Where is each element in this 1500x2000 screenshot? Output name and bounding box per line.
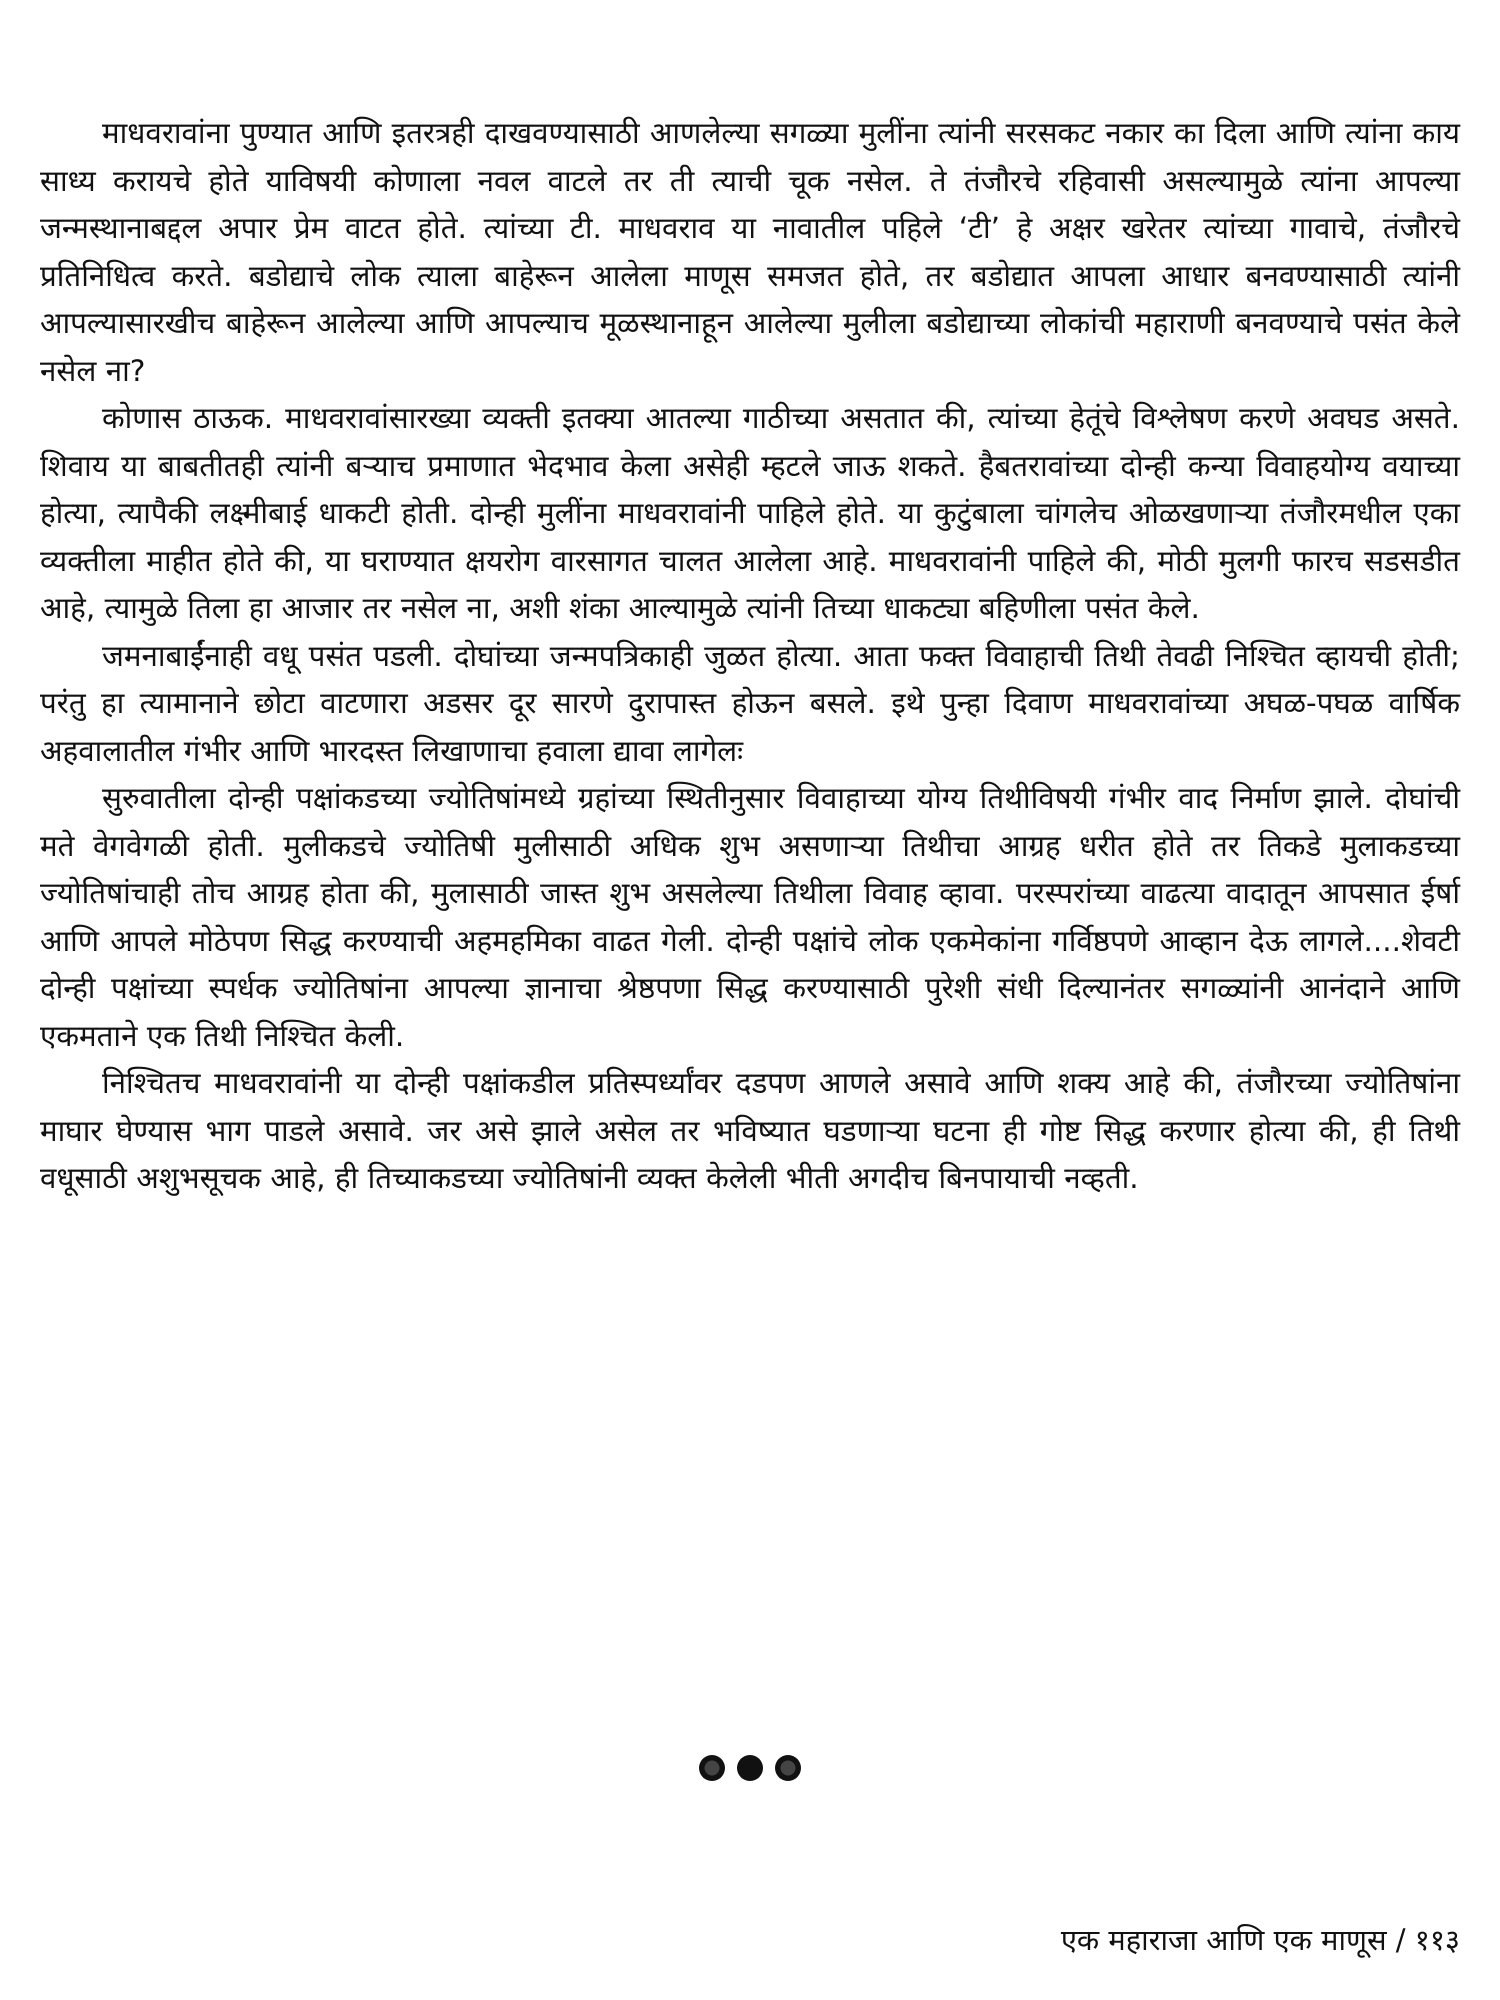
ornament-dot-right — [775, 1755, 801, 1781]
ornament-dot-center — [737, 1755, 763, 1781]
paragraph-2: कोणास ठाऊक. माधवरावांसारख्या व्यक्ती इतक्या आतल्या गाठीच्या असतात की, त्यांच्या हेतूंचे विश्लेषण करणे अवघड असते. शिवाय या बाबतीतही त्यांनी बऱ्याच प्रमाणात भेदभाव केला असेही म्हटले जाऊ शकते. हैबतरावांच्या दोन्ही कन्या विवाहयोग्य वयाच्या होत्या, त्यापैकी लक्ष्मीबाई धाकटी होती. दोन्ही मुलींना माधवरावांनी पाहिले होते. या कुटुंबाला चांगलेच ओळखणाऱ्या तंजौरमधील एका व्यक्तीला माहीत होते की, या घराण्यात क्षयरोग वारसागत चालत आलेला आहे. माधवरावांनी पाहिले की, मोठी मुलगी फारच सडसडीत आहे, त्यामुळे तिला हा आजार तर नसेल ना, अशी शंका आल्यामुळे त्यांनी तिच्या धाकट्या बहिणीला पसंत केले. — [40, 401, 1460, 625]
page-footer: एक महाराजा आणि एक माणूस / ११३ — [1060, 1923, 1460, 1957]
paragraph-4-quote: सुरुवातीला दोन्ही पक्षांकडच्या ज्योतिषांमध्ये ग्रहांच्या स्थितीनुसार विवाहाच्या योग्य तिथीविषयी गंभीर वाद निर्माण झाले. दोघांची मते वेगवेगळी होती. मुलीकडचे ज्योतिषी मुलीसाठी अधिक शुभ असणाऱ्या तिथीचा आग्रह धरीत होते तर तिकडे मुलाकडच्या ज्योतिषांचाही तोच आग्रह होता की, मुलासाठी जास्त शुभ असलेल्या तिथीला विवाह व्हावा. परस्परांच्या वाढत्या वादातून आपसात ईर्षा आणि आपले मोठेपण सिद्ध करण्याची अहमहमिका वाढत गेली. दोन्ही पक्षांचे लोक एकमेकांना गर्विष्ठपणे आव्हान देऊ लागले....शेवटी दोन्ही पक्षांच्या स्पर्धक ज्योतिषांना आपल्या ज्ञानाचा श्रेष्ठपणा सिद्ध करण्यासाठी पुरेशी संधी दिल्यानंतर सगळ्यांनी आनंदाने आणि एकमताने एक तिथी निश्चित केली. — [40, 781, 1460, 1053]
ornament-dot-left — [699, 1755, 725, 1781]
section-end-ornament — [0, 1755, 1500, 1781]
body-text — [40, 110, 1460, 1203]
paragraph-1: माधवरावांना पुण्यात आणि इतरत्रही दाखवण्यासाठी आणलेल्या सगळ्या मुलींना त्यांनी सरसकट नकार का दिला आणि त्यांना काय साध्य करायचे होते याविषयी कोणाला नवल वाटले तर ती त्याची चूक नसेल. ते तंजौरचे रहिवासी असल्यामुळे त्यांना आपल्या जन्मस्थानाबद्दल अपार प्रेम वाटत होते. त्यांच्या टी. माधवराव या नावातील पहिले ‘टी’ हे अक्षर खरेतर त्यांच्या गावाचे, तंजौरचे प्रतिनिधित्व करते. बडोद्याचे लोक त्याला बाहेरून आलेला माणूस समजत होते, तर बडोद्यात आपला आधार बनवण्यासाठी त्यांनी आपल्यासारखीच बाहेरून आलेल्या आणि आपल्याच मूळस्थानाहून आलेल्या मुलीला बडोद्याच्या लोकांची महाराणी बनवण्याचे पसंत केले नसेल ना? — [40, 116, 1460, 388]
paragraph-5: निश्चितच माधवरावांनी या दोन्ही पक्षांकडील प्रतिस्पर्ध्यांवर दडपण आणले असावे आणि शक्य आहे की, तंजौरच्या ज्योतिषांना माघार घेण्यास भाग पाडले असावे. जर असे झाले असेल तर भविष्यात घडणाऱ्या घटना ही गोष्ट सिद्ध करणार होत्या की, ही तिथी वधूसाठी अशुभसूचक आहे, ही तिच्याकडच्या ज्योतिषांनी व्यक्त केलेली भीती अगदीच बिनपायाची नव्हती. — [40, 1066, 1460, 1195]
paragraph-3: जमनाबाईंनाही वधू पसंत पडली. दोघांच्या जन्मपत्रिकाही जुळत होत्या. आता फक्त विवाहाची तिथी तेवढी निश्चित व्हायची होती; परंतु हा त्यामानाने छोटा वाटणारा अडसर दूर सारणे दुरापास्त होऊन बसले. इथे पुन्हा दिवाण माधवरावांच्या अघळ-पघळ वार्षिक अहवालातील गंभीर आणि भारदस्त लिखाणाचा हवाला द्यावा लागेलः — [40, 638, 1460, 768]
